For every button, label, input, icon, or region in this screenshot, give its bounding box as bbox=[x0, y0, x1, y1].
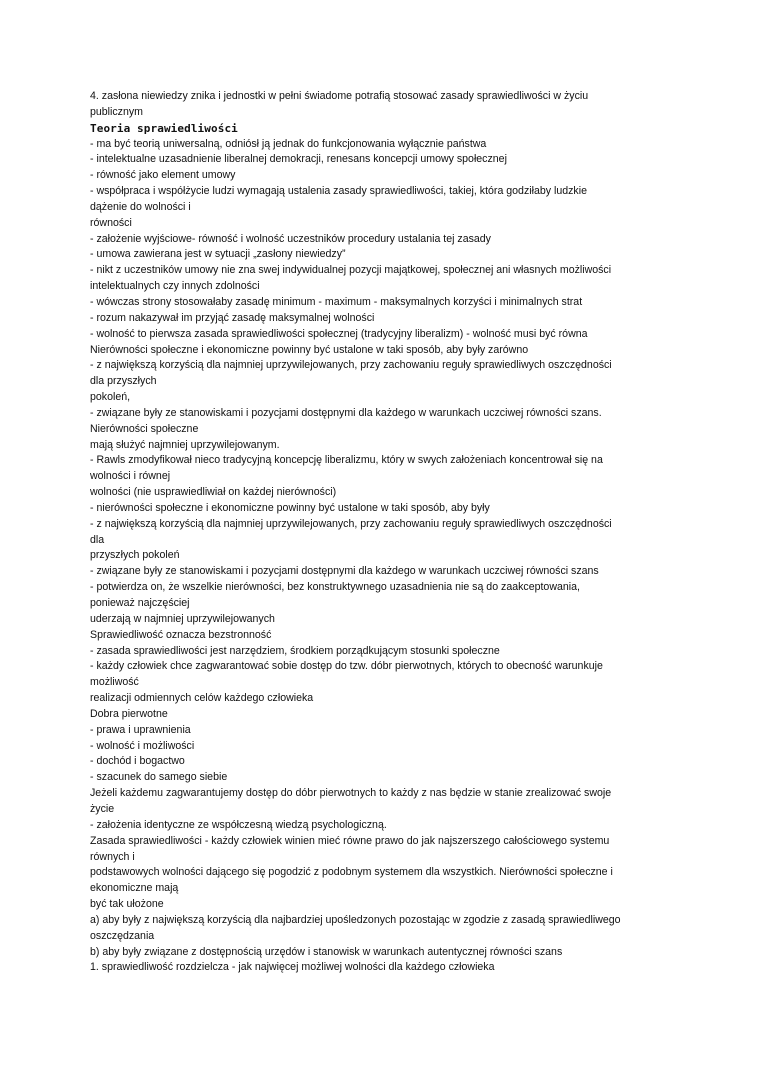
text-line: - wówczas strony stosowałaby zasadę minimum - maximum - maksymalnych korzyści i minimalnych strat bbox=[90, 295, 583, 308]
text-line: - związane były ze stanowiskami i pozycjami dostępnymi dla każdego w warunkach uczciwej równości szans. bbox=[90, 406, 602, 419]
text-line: - współpraca i współżycie ludzi wymagają ustalenia zasady sprawiedliwości, takiej, która godziłaby ludzkie bbox=[90, 185, 587, 198]
text-line: przyszłych pokoleń bbox=[90, 549, 180, 562]
text-line: podstawowych wolności dającego się pogodzić z podobnym systemem dla wszystkich. Nierówności społeczne i bbox=[90, 866, 613, 879]
text-line: - każdy człowiek chce zagwarantować sobie dostęp do tzw. dóbr pierwotnych, których to obecność warunkuje bbox=[90, 660, 603, 673]
text-line: uderzają w najmniej uprzywilejowanych bbox=[90, 612, 275, 625]
text-line: wolności i równej bbox=[90, 470, 171, 483]
text-line: wolności (nie usprawiedliwiał on każdej nierówności) bbox=[90, 486, 337, 499]
text-line: - intelektualne uzasadnienie liberalnej demokracji, renesans koncepcji umowy społecznej bbox=[90, 153, 507, 166]
text-line: - nierówności społeczne i ekonomiczne powinny być ustalone w taki sposób, aby były bbox=[90, 501, 490, 514]
text-line: - wolność i możliwości bbox=[90, 739, 195, 752]
text-line: Dobra pierwotne bbox=[90, 707, 168, 720]
text-line: równych i bbox=[90, 850, 135, 863]
text-line: - wolność to pierwsza zasada sprawiedliwości społecznej (tradycyjny liberalizm) - wolność musi być równa bbox=[90, 327, 588, 340]
text-line: - związane były ze stanowiskami i pozycjami dostępnymi dla każdego w warunkach uczciwej równości szans bbox=[90, 565, 599, 578]
text-line: - z największą korzyścią dla najmniej uprzywilejowanych, przy zachowaniu reguły sprawiedliwych oszczędności bbox=[90, 359, 612, 372]
text-line: możliwość bbox=[90, 676, 139, 689]
text-line: publicznym bbox=[90, 105, 143, 118]
text-line: 4. zasłona niewiedzy znika i jednostki w pełni świadome potrafią stosować zasady sprawiedliwości w życiu bbox=[90, 90, 589, 102]
text-line: Nierówności społeczne i ekonomiczne powinny być ustalone w taki sposób, aby były zarówno bbox=[90, 343, 529, 356]
text-line: Jeżeli każdemu zagwarantujemy dostęp do dóbr pierwotnych to każdy z nas będzie w stanie zrealizować swoje bbox=[90, 787, 612, 800]
text-line: realizacji odmiennych celów każdego człowieka bbox=[90, 692, 314, 705]
text-line: dla bbox=[90, 533, 105, 546]
text-line: a) aby były z największą korzyścią dla najbardziej upośledzonych pozostając w zgodzie z zasadą sprawiedliwego bbox=[90, 913, 621, 926]
text-line: - z największą korzyścią dla najmniej uprzywilejowanych, przy zachowaniu reguły sprawiedliwych oszczędności bbox=[90, 517, 612, 530]
text-line: życie bbox=[90, 802, 115, 815]
text-line: - szacunek do samego siebie bbox=[90, 771, 228, 784]
text-line: Sprawiedliwość oznacza bezstronność bbox=[90, 628, 272, 641]
text-line: ponieważ najczęściej bbox=[90, 597, 190, 609]
text-line: pokoleń, bbox=[90, 391, 131, 404]
text-line: ekonomiczne mają bbox=[90, 882, 179, 895]
text-line: Zasada sprawiedliwości - każdy człowiek winien mieć równe prawo do jak najszerszego całościowego systemu bbox=[90, 834, 610, 847]
text-line: - nikt z uczestników umowy nie zna swej indywidualnej pozycji majątkowej, społecznej ani własnych możliwości bbox=[90, 264, 612, 277]
text-line: - prawa i uprawnienia bbox=[90, 723, 191, 736]
text-line: dla przyszłych bbox=[90, 375, 157, 388]
text-line: - założenie wyjściowe- równość i wolność uczestników procedury ustalania tej zasady bbox=[90, 232, 491, 245]
text-line: - założenia identyczne ze współczesną wiedzą psychologiczną. bbox=[90, 818, 387, 831]
text-line: dążenie do wolności i bbox=[90, 200, 191, 213]
document-page bbox=[90, 89, 675, 976]
text-line: - dochód i bogactwo bbox=[90, 755, 185, 768]
text-line: oszczędzania bbox=[90, 929, 155, 942]
text-line: - równość jako element umowy bbox=[90, 169, 236, 182]
text-line: 1. sprawiedliwość rozdzielcza - jak najwięcej możliwej wolności dla każdego człowieka bbox=[90, 961, 495, 974]
text-line: - rozum nakazywał im przyjąć zasadę maksymalnej wolności bbox=[90, 311, 375, 324]
text-line: być tak ułożone bbox=[90, 898, 164, 911]
text-line: Nierówności społeczne bbox=[90, 422, 199, 435]
text-line: - potwierdza on, że wszelkie nierówności, bez konstruktywnego uzasadnienia nie są do zaakceptowania, bbox=[90, 581, 580, 594]
text-line: - ma być teorią uniwersalną, odniósł ją jednak do funkcjonowania wyłącznie państwa bbox=[90, 137, 487, 150]
text-line: - umowa zawierana jest w sytuacji „zasłony niewiedzy” bbox=[90, 248, 346, 261]
section-heading: Teoria sprawiedliwości bbox=[90, 121, 238, 135]
text-line: - zasada sprawiedliwości jest narzędziem, środkiem porządkującym stosunki społeczne bbox=[90, 644, 500, 657]
text-line: - Rawls zmodyfikował nieco tradycyjną koncepcję liberalizmu, który w swych założeniach koncentrował się na bbox=[90, 454, 603, 467]
text-line: b) aby były związane z dostępnością urzędów i stanowisk w warunkach autentycznej równości szans bbox=[90, 945, 563, 958]
text-line: mają służyć najmniej uprzywilejowanym. bbox=[90, 438, 280, 451]
text-line: intelektualnych czy innych zdolności bbox=[90, 280, 260, 293]
text-line: równości bbox=[90, 216, 132, 229]
